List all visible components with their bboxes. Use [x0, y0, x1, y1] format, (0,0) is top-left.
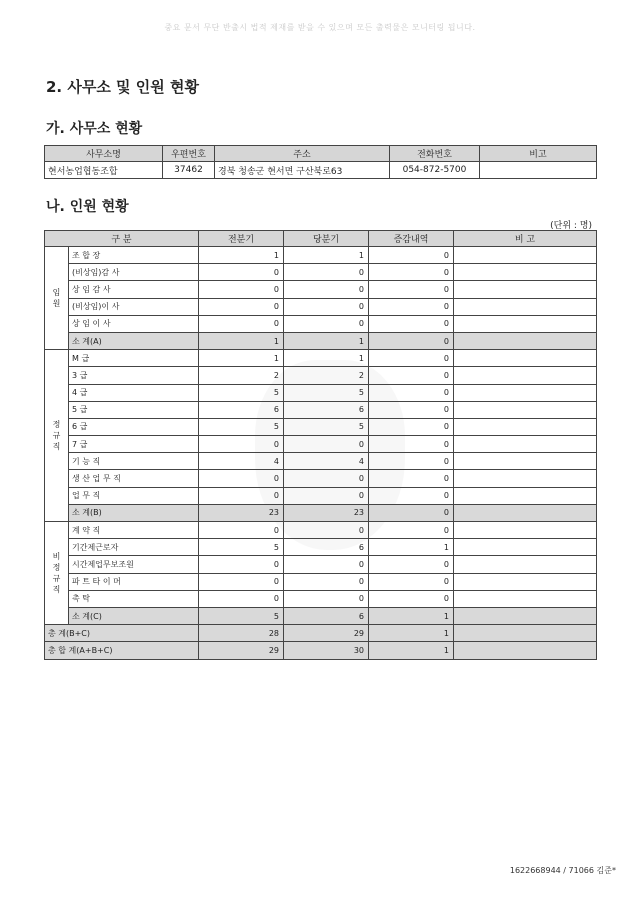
row-label: 총 계(B+C)	[45, 625, 199, 642]
table-row	[45, 539, 597, 556]
office-table	[44, 145, 597, 179]
curr-quarter: 0	[284, 470, 369, 487]
table-row	[45, 281, 597, 298]
note	[454, 590, 597, 607]
prev-quarter: 5	[199, 539, 284, 556]
note	[454, 281, 597, 298]
row-label: (비상임)이 사	[69, 298, 199, 315]
change: 0	[369, 298, 454, 315]
row-label: 총 합 계(A+B+C)	[45, 642, 199, 659]
curr-quarter: 0	[284, 298, 369, 315]
office-section-title: 가. 사무소 현황	[46, 121, 143, 137]
row-label: 촉 탁	[69, 590, 199, 607]
row-label: 파 트 타 이 머	[69, 573, 199, 590]
prev-quarter: 0	[199, 522, 284, 539]
staff-table	[44, 230, 597, 660]
confidential-notice: 중요 문서 무단 반출시 법적 제재를 받을 수 있으며 모든 출력물은 모니터링 됩니다.	[164, 23, 476, 32]
note	[454, 573, 597, 590]
prev-quarter: 29	[199, 642, 284, 659]
curr-quarter: 0	[284, 264, 369, 281]
table-row	[45, 298, 597, 315]
staff-header-cell: 비 고	[454, 231, 597, 247]
curr-quarter: 0	[284, 436, 369, 453]
note	[454, 264, 597, 281]
change: 0	[369, 470, 454, 487]
row-label: 생 산 업 무 직	[69, 470, 199, 487]
change: 0	[369, 573, 454, 590]
note	[454, 504, 597, 521]
office-header-row	[45, 146, 597, 162]
note	[454, 470, 597, 487]
note	[454, 384, 597, 401]
curr-quarter: 1	[284, 247, 369, 264]
prev-quarter: 28	[199, 625, 284, 642]
prev-quarter: 5	[199, 418, 284, 435]
curr-quarter: 2	[284, 367, 369, 384]
table-row	[45, 401, 597, 418]
row-label: 소 계(A)	[69, 332, 199, 349]
prev-quarter: 0	[199, 487, 284, 504]
note	[454, 367, 597, 384]
table-row	[45, 315, 597, 332]
staff-header-row	[45, 231, 597, 247]
curr-quarter: 0	[284, 522, 369, 539]
note	[454, 625, 597, 642]
curr-quarter: 5	[284, 384, 369, 401]
prev-quarter: 0	[199, 298, 284, 315]
subtotal-row	[45, 504, 597, 521]
row-label: (비상임)감 사	[69, 264, 199, 281]
curr-quarter: 0	[284, 573, 369, 590]
office-header-cell: 사무소명	[45, 146, 163, 162]
subtotal-row	[45, 607, 597, 624]
staff-header-cell: 구 분	[45, 231, 199, 247]
note	[454, 453, 597, 470]
note	[454, 350, 597, 367]
row-label: 7 급	[69, 436, 199, 453]
row-label: 6 급	[69, 418, 199, 435]
change: 0	[369, 556, 454, 573]
office-header-cell: 주소	[215, 146, 390, 162]
row-label: 조 합 장	[69, 247, 199, 264]
row-label: 시간제업무보조원	[69, 556, 199, 573]
change: 0	[369, 315, 454, 332]
curr-quarter: 29	[284, 625, 369, 642]
prev-quarter: 1	[199, 350, 284, 367]
section-title: 2. 사무소 및 인원 현황	[46, 78, 199, 96]
change: 1	[369, 539, 454, 556]
change: 1	[369, 607, 454, 624]
prev-quarter: 0	[199, 264, 284, 281]
table-row	[45, 556, 597, 573]
total-row	[45, 625, 597, 642]
prev-quarter: 5	[199, 384, 284, 401]
curr-quarter: 4	[284, 453, 369, 470]
prev-quarter: 0	[199, 470, 284, 487]
unit-label: (단위 : 명)	[550, 221, 592, 231]
change: 0	[369, 384, 454, 401]
note	[454, 315, 597, 332]
change: 0	[369, 590, 454, 607]
row-label: 소 계(C)	[69, 607, 199, 624]
office-note	[480, 162, 597, 179]
group-label-regular: 정 규 직	[45, 350, 69, 522]
row-label: 업 무 직	[69, 487, 199, 504]
row-label: 기간제근로자	[69, 539, 199, 556]
prev-quarter: 0	[199, 281, 284, 298]
note	[454, 487, 597, 504]
change: 0	[369, 401, 454, 418]
table-row	[45, 384, 597, 401]
prev-quarter: 23	[199, 504, 284, 521]
prev-quarter: 5	[199, 607, 284, 624]
table-row	[45, 436, 597, 453]
note	[454, 642, 597, 659]
table-row	[45, 522, 597, 539]
change: 0	[369, 487, 454, 504]
curr-quarter: 0	[284, 590, 369, 607]
table-row	[45, 573, 597, 590]
prev-quarter: 0	[199, 556, 284, 573]
curr-quarter: 0	[284, 315, 369, 332]
prev-quarter: 0	[199, 590, 284, 607]
table-row	[45, 590, 597, 607]
prev-quarter: 4	[199, 453, 284, 470]
note	[454, 556, 597, 573]
staff-header-cell: 전분기	[199, 231, 284, 247]
group-label-nonregular: 비 정 규 직	[45, 522, 69, 625]
subtotal-row	[45, 332, 597, 349]
row-label: 5 급	[69, 401, 199, 418]
grand-total-row	[45, 642, 597, 659]
office-address: 경북 청송군 현서면 구산북로63	[215, 162, 390, 179]
table-row	[45, 367, 597, 384]
change: 0	[369, 367, 454, 384]
change: 0	[369, 350, 454, 367]
prev-quarter: 1	[199, 247, 284, 264]
change: 0	[369, 332, 454, 349]
curr-quarter: 0	[284, 556, 369, 573]
office-header-cell: 비고	[480, 146, 597, 162]
table-row	[45, 418, 597, 435]
note	[454, 332, 597, 349]
office-row	[45, 162, 597, 179]
row-label: 계 약 직	[69, 522, 199, 539]
curr-quarter: 5	[284, 418, 369, 435]
prev-quarter: 2	[199, 367, 284, 384]
prev-quarter: 6	[199, 401, 284, 418]
row-label: 4 급	[69, 384, 199, 401]
row-label: 기 능 직	[69, 453, 199, 470]
curr-quarter: 6	[284, 607, 369, 624]
change: 0	[369, 522, 454, 539]
row-label: 상 임 감 사	[69, 281, 199, 298]
curr-quarter: 0	[284, 487, 369, 504]
note	[454, 607, 597, 624]
note	[454, 401, 597, 418]
office-postcode: 37462	[163, 162, 215, 179]
change: 1	[369, 642, 454, 659]
change: 0	[369, 436, 454, 453]
prev-quarter: 0	[199, 436, 284, 453]
prev-quarter: 1	[199, 332, 284, 349]
prev-quarter: 0	[199, 315, 284, 332]
staff-header-cell: 당분기	[284, 231, 369, 247]
change: 1	[369, 625, 454, 642]
change: 0	[369, 281, 454, 298]
table-row	[45, 350, 597, 367]
change: 0	[369, 247, 454, 264]
curr-quarter: 6	[284, 401, 369, 418]
table-row	[45, 247, 597, 264]
row-label: M 급	[69, 350, 199, 367]
row-label: 3 급	[69, 367, 199, 384]
change: 0	[369, 418, 454, 435]
office-name: 현서농업협동조합	[45, 162, 163, 179]
note	[454, 247, 597, 264]
staff-header-cell: 증감내역	[369, 231, 454, 247]
note	[454, 522, 597, 539]
table-row	[45, 453, 597, 470]
curr-quarter: 1	[284, 350, 369, 367]
office-header-cell: 전화번호	[390, 146, 480, 162]
curr-quarter: 6	[284, 539, 369, 556]
prev-quarter: 0	[199, 573, 284, 590]
office-header-cell: 우편번호	[163, 146, 215, 162]
change: 0	[369, 264, 454, 281]
curr-quarter: 1	[284, 332, 369, 349]
row-label: 상 임 이 사	[69, 315, 199, 332]
office-phone: 054-872-5700	[390, 162, 480, 179]
table-row	[45, 470, 597, 487]
curr-quarter: 0	[284, 281, 369, 298]
note	[454, 418, 597, 435]
group-label-officers: 임 원	[45, 247, 69, 350]
footer-stamp: 1622668944 / 71066 김준*	[509, 866, 616, 875]
curr-quarter: 30	[284, 642, 369, 659]
note	[454, 436, 597, 453]
table-row	[45, 264, 597, 281]
staff-section-title: 나. 인원 현황	[46, 199, 129, 215]
note	[454, 539, 597, 556]
change: 0	[369, 453, 454, 470]
note	[454, 298, 597, 315]
table-row	[45, 487, 597, 504]
curr-quarter: 23	[284, 504, 369, 521]
change: 0	[369, 504, 454, 521]
row-label: 소 계(B)	[69, 504, 199, 521]
